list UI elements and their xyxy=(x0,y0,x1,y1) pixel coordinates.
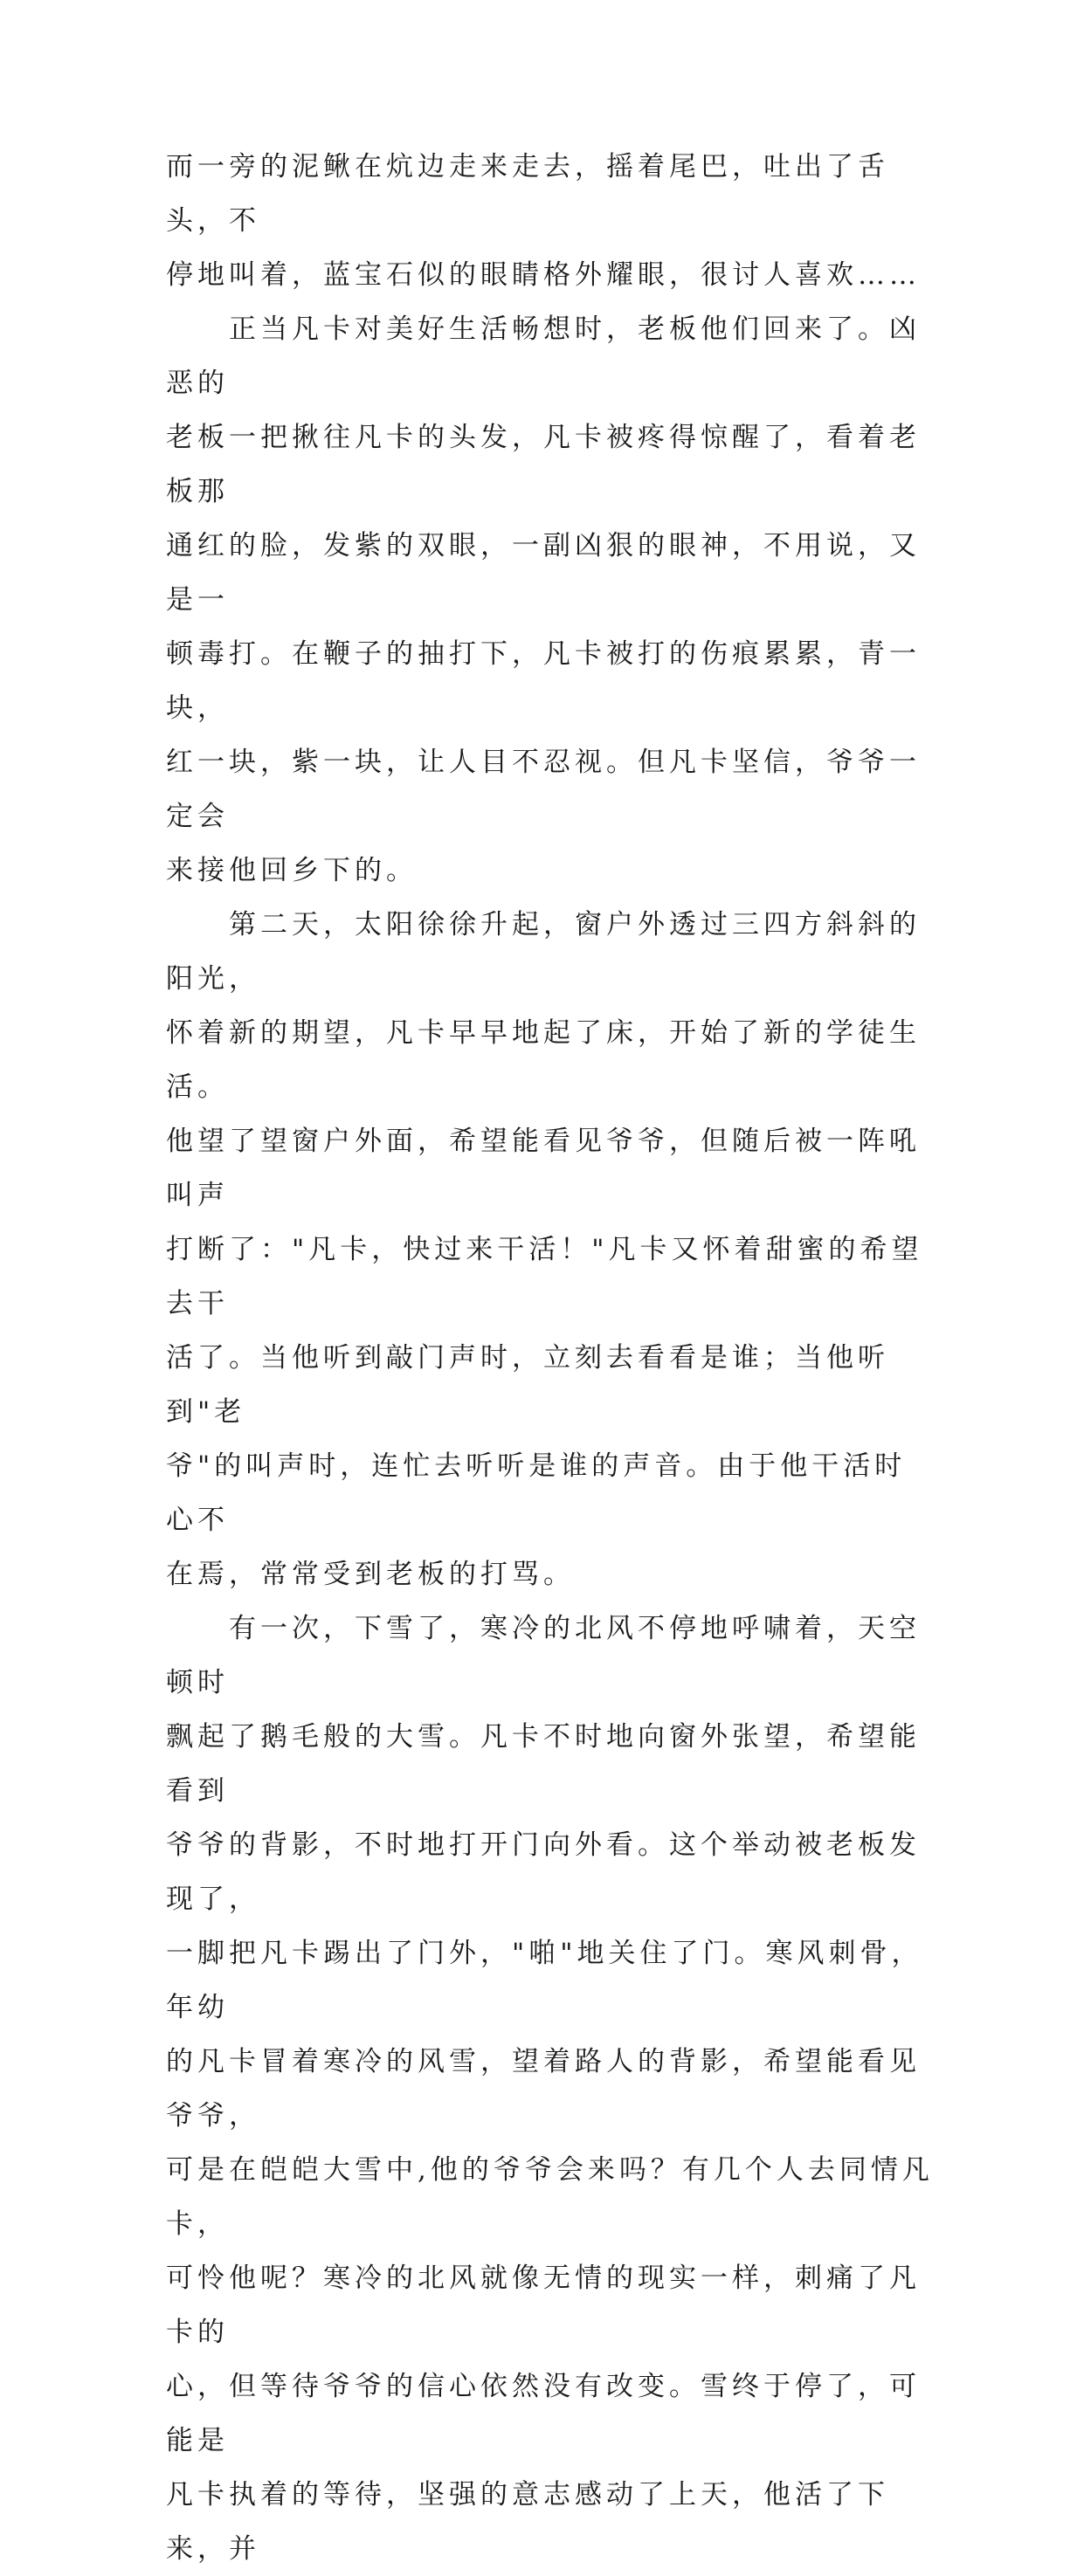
paragraph-3: 第二天，太阳徐徐升起，窗户外透过三四方斜斜的阳光， 怀着新的期望，凡卡早早地起了床，开始了新的学徒生活。 他望了望窗户外面，希望能看见爷爷，但随后被一阵吼叫声 打断了："凡卡，快过来干活！"凡卡又怀着甜蜜的希望去干 活了。当他听到敲门声时，立刻去看看是谁；当他听到"老 爷"的叫声时，连忙去听听是谁的声音。由于他干活时心不 在焉，常常受到老板的打骂。 xyxy=(166,909,923,1590)
paragraph-1: 而一旁的泥鳅在炕边走来走去，摇着尾巴，吐出了舌头，不 停地叫着，蓝宝石似的眼睛格外耀眼，很讨人喜欢…… xyxy=(166,151,921,291)
paragraph-2: 正当凡卡对美好生活畅想时，老板他们回来了。凶恶的 老板一把揪往凡卡的头发，凡卡被疼得惊醒了，看着老板那 通红的脸，发紫的双眼，一副凶狠的眼神，不用说，又是一 顿毒打。在鞭子的抽打下，凡卡被打的伤痕累累，青一块， 红一块，紫一块，让人目不忍视。但凡卡坚信，爷爷一定会 来接他回乡下的。 xyxy=(166,313,921,886)
paragraph-4: 有一次，下雪了，寒冷的北风不停地呼啸着，天空顿时 飘起了鹅毛般的大雪。凡卡不时地向窗外张望，希望能看到 爷爷的背影，不时地打开门向外看。这个举动被老板发现了， 一脚把凡卡踢出了门外，"啪"地关住了门。寒风刺骨，年幼 的凡卡冒着寒冷的风雪，望着路人的背影，希望能看见爷爷， 可是在皑皑大雪中,他的爷爷会来吗？有几个人去同情凡卡， 可怜他呢？寒冷的北风就像无情的现实一样，刺痛了凡卡的 心，但等待爷爷的信心依然没有改变。雪终于停了，可能是 凡卡执着的等待，坚强的意志感动了上天，他活了下来，并 xyxy=(166,1613,934,2565)
body-text xyxy=(166,140,935,2576)
